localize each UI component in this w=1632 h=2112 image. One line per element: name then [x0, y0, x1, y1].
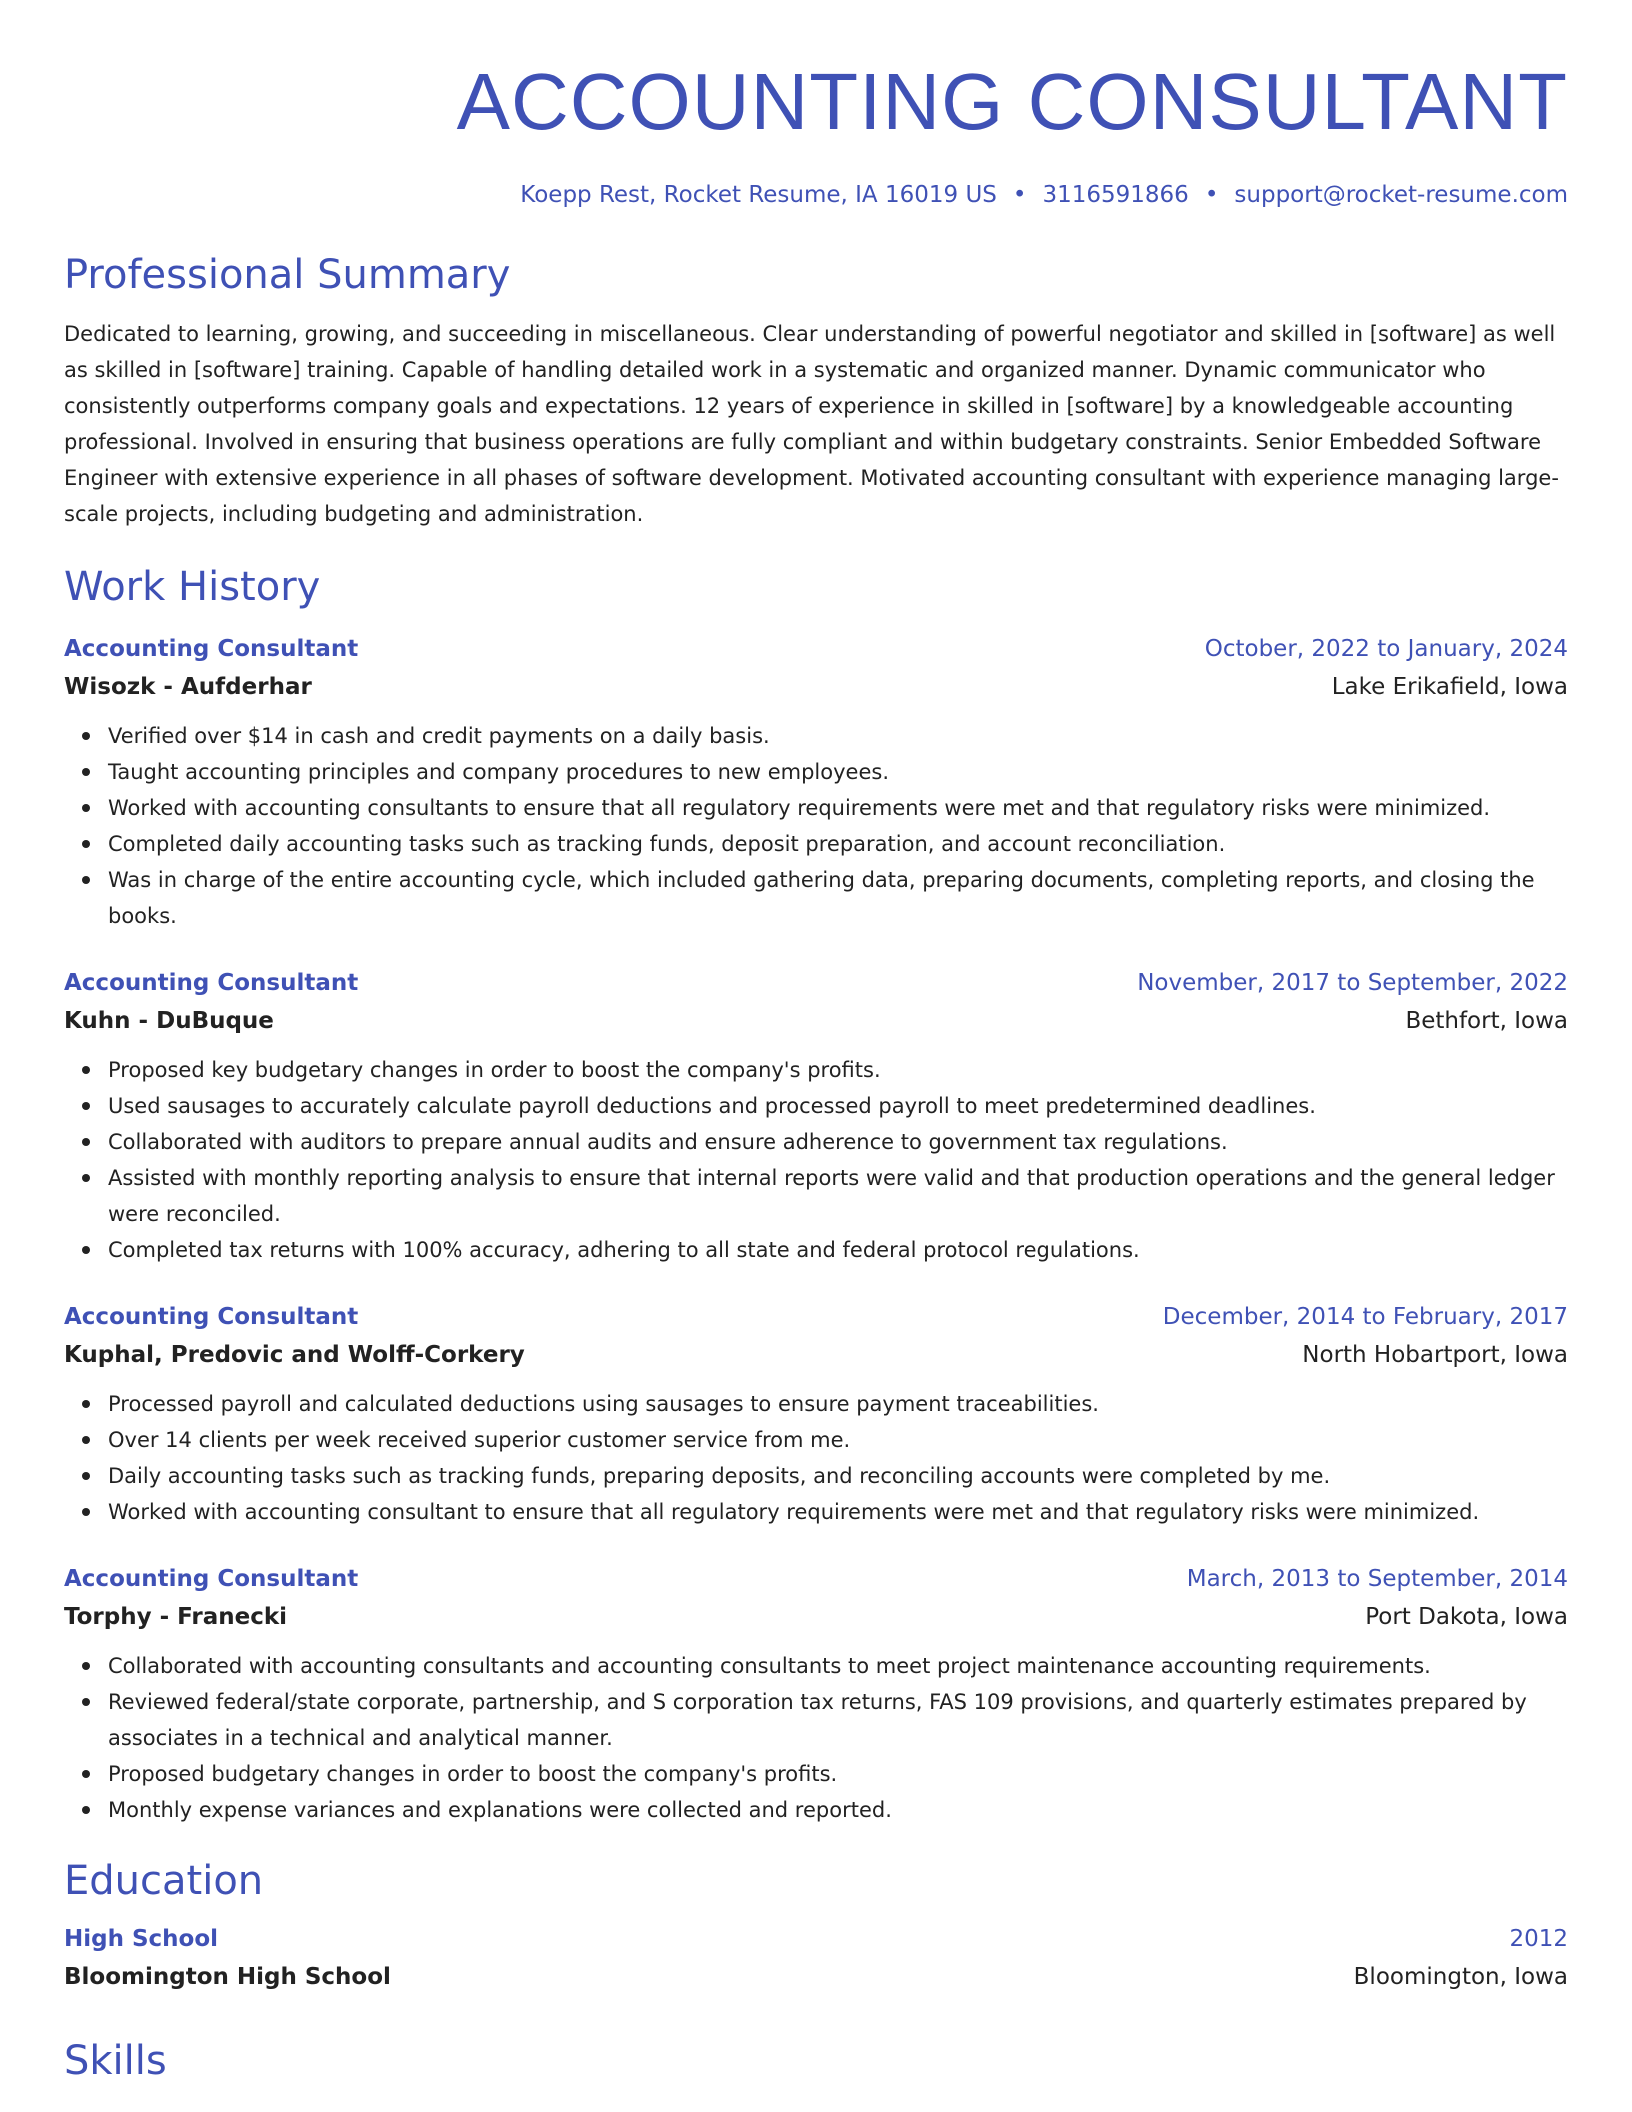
job-bullet: Verified over $14 in cash and credit payments on a daily basis.: [108, 718, 1568, 754]
job-bullet: Used sausages to accurately calculate payroll deductions and processed payroll to meet predetermined deadlines.: [108, 1088, 1568, 1124]
job-bullet: Monthly expense variances and explanations were collected and reported.: [108, 1792, 1568, 1828]
job-company: Kuphal, Predovic and Wolff-Corkery: [64, 1342, 525, 1368]
skills-heading: Skills: [64, 2038, 167, 2084]
job-title: Accounting Consultant: [64, 636, 359, 662]
job-bullet: Worked with accounting consultant to ensure that all regulatory requirements were met and that regulatory risks were minimized.: [108, 1494, 1568, 1530]
job-bullet: Proposed key budgetary changes in order to boost the company's profits.: [108, 1052, 1568, 1088]
job-location: Port Dakota, Iowa: [1365, 1604, 1568, 1630]
job-dates: March, 2013 to September, 2014: [1186, 1566, 1568, 1592]
job-entry: [64, 1560, 1568, 1828]
job-title: Accounting Consultant: [64, 1566, 359, 1592]
job-location: North Hobartport, Iowa: [1302, 1342, 1568, 1368]
job-company: Wisozk - Aufderhar: [64, 674, 312, 700]
job-bullet: Assisted with monthly reporting analysis to ensure that internal reports were valid and that production operations and the general ledger were reconciled.: [108, 1160, 1568, 1232]
education-school: Bloomington High School: [64, 1964, 391, 1990]
job-entry: [64, 964, 1568, 1268]
job-bullets: [64, 1648, 1568, 1828]
job-entry: [64, 630, 1568, 934]
contact-separator: •: [1204, 182, 1219, 208]
job-bullets: [64, 718, 1568, 934]
job-dates: November, 2017 to September, 2022: [1137, 970, 1568, 996]
summary-text: Dedicated to learning, growing, and succeeding in miscellaneous. Clear understanding of powerful negotiator and skilled in [software] as well as skilled in [software] training. Capable of handling detailed work in a systematic and organized manner. Dynamic communicator who consistently outperforms company goals and expectations. 12 years of experience in skilled in [software] by a knowledgeable accounting professional. Involved in ensuring that business operations are fully compliant and within budgetary constraints. Senior Embedded Software Engineer with extensive experience in all phases of software development. Motivated accounting consultant with experience managing large-scale projects, including budgeting and administration.: [64, 322, 1559, 526]
job-bullet: Taught accounting principles and company procedures to new employees.: [108, 754, 1568, 790]
job-bullet: Proposed budgetary changes in order to boost the company's profits.: [108, 1756, 1568, 1792]
job-bullet: Reviewed federal/state corporate, partnership, and S corporation tax returns, FAS 109 provisions, and quarterly estimates prepared by associates in a technical and analytical manner.: [108, 1684, 1568, 1756]
contact-email[interactable]: support@rocket-resume.com: [1234, 182, 1568, 208]
education-year: 2012: [1509, 1926, 1568, 1952]
contact-address: Koepp Rest, Rocket Resume, IA 16019 US: [520, 182, 997, 208]
job-bullet: Processed payroll and calculated deductions using sausages to ensure payment traceabilities.: [108, 1386, 1568, 1422]
job-bullet: Completed tax returns with 100% accuracy, adhering to all state and federal protocol regulations.: [108, 1232, 1568, 1268]
education-entry: [64, 1920, 1568, 1996]
work-history-heading: Work History: [64, 564, 321, 610]
contact-separator: •: [1012, 182, 1027, 208]
job-company: Torphy - Franecki: [64, 1604, 288, 1630]
education-heading: Education: [64, 1858, 264, 1904]
job-entry: [64, 1298, 1568, 1530]
job-bullet: Over 14 clients per week received superior customer service from me.: [108, 1422, 1568, 1458]
job-dates: October, 2022 to January, 2024: [1204, 636, 1568, 662]
job-bullet: Was in charge of the entire accounting cycle, which included gathering data, preparing documents, completing reports, and closing the books.: [108, 862, 1568, 934]
job-bullet: Worked with accounting consultants to ensure that all regulatory requirements were met and that regulatory risks were minimized.: [108, 790, 1568, 826]
job-location: Bethfort, Iowa: [1405, 1008, 1568, 1034]
education-location: Bloomington, Iowa: [1353, 1964, 1568, 1990]
contact-line: [64, 180, 1568, 210]
job-location: Lake Erikafield, Iowa: [1331, 674, 1568, 700]
job-title: Accounting Consultant: [64, 970, 359, 996]
job-bullets: [64, 1052, 1568, 1268]
job-bullet: Collaborated with auditors to prepare annual audits and ensure adherence to government tax regulations.: [108, 1124, 1568, 1160]
candidate-title: ACCOUNTING CONSULTANT: [456, 57, 1568, 146]
job-bullet: Daily accounting tasks such as tracking funds, preparing deposits, and reconciling accounts were completed by me.: [108, 1458, 1568, 1494]
contact-phone[interactable]: 3116591866: [1042, 182, 1189, 208]
job-title: Accounting Consultant: [64, 1304, 359, 1330]
job-dates: December, 2014 to February, 2017: [1162, 1304, 1568, 1330]
job-bullets: [64, 1386, 1568, 1530]
job-bullet: Collaborated with accounting consultants and accounting consultants to meet project maintenance accounting requirements.: [108, 1648, 1568, 1684]
summary-heading: Professional Summary: [64, 252, 511, 298]
job-bullet: Completed daily accounting tasks such as tracking funds, deposit preparation, and account reconciliation.: [108, 826, 1568, 862]
education-degree: High School: [64, 1926, 219, 1952]
job-company: Kuhn - DuBuque: [64, 1008, 274, 1034]
